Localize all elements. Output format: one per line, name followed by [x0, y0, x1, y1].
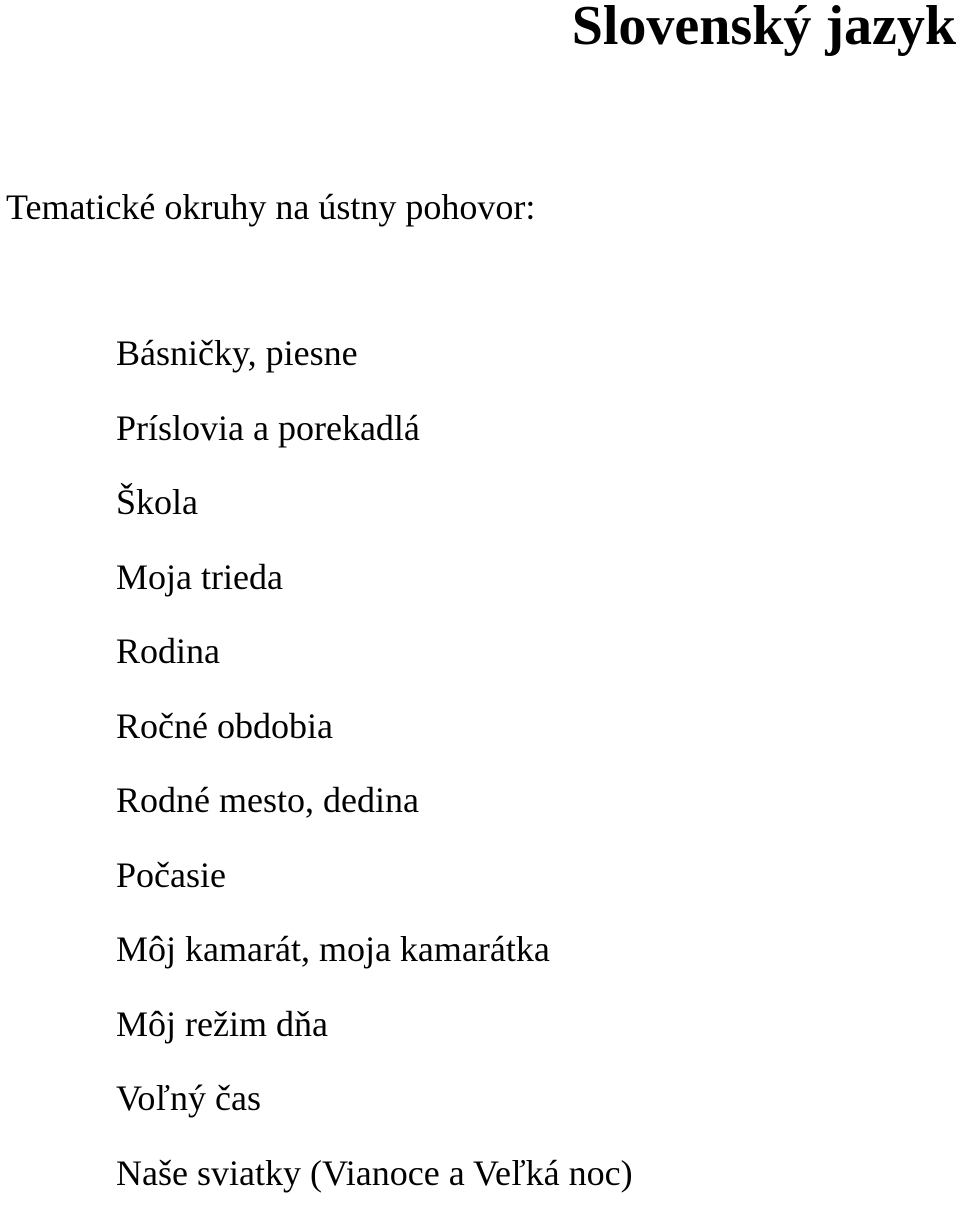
topic-text: Ročné obdobia [116, 705, 333, 746]
topic-text: Škola [116, 482, 199, 522]
topic-text: Počasie [116, 854, 226, 895]
topic-text: Naše sviatky (Vianoce a Veľká noc) [116, 1152, 633, 1193]
topic-text: Rodné mesto, dedina [116, 780, 419, 820]
page-title: Slovenský jazyk [571, 0, 956, 57]
topic-text: Môj režim dňa [116, 1003, 328, 1044]
topic-text: Básničky, piesne [116, 333, 358, 373]
topic-text: Príslovia a porekadlá [116, 407, 420, 448]
topic-text: Moja trieda [116, 556, 283, 597]
intro-text: Tematické okruhy na ústny pohovor: [6, 187, 536, 227]
topic-text: Rodina [116, 631, 220, 671]
topic-text: Voľný čas [116, 1078, 261, 1118]
topic-text: Môj kamarát, moja kamarátka [116, 929, 550, 969]
